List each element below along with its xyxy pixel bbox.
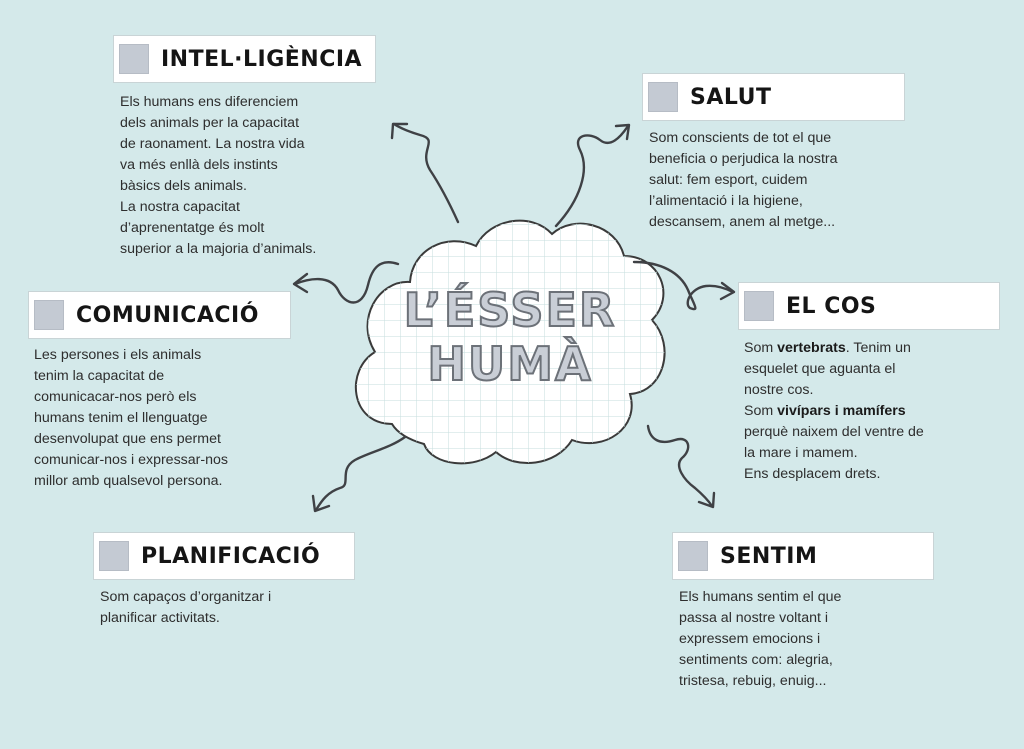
text-line: Les persones i els animals bbox=[34, 347, 202, 363]
text-line: humans tenim el llenguatge bbox=[34, 410, 208, 426]
text-line: de raonament. La nostra vida bbox=[120, 136, 305, 152]
node-planificacio-text bbox=[100, 587, 271, 629]
arrow-sentim bbox=[648, 426, 712, 506]
node-intelligencia-text bbox=[120, 92, 316, 260]
arrowhead-elcos bbox=[721, 283, 734, 299]
text-line: d’aprenentatge és molt bbox=[120, 220, 265, 236]
text-line: Els humans sentim el que bbox=[679, 589, 842, 605]
text-line: tenim la capacitat de bbox=[34, 368, 165, 384]
text-line: esquelet que aguanta el bbox=[744, 361, 896, 377]
node-salut-title: SALUT bbox=[690, 84, 772, 110]
square-icon bbox=[744, 291, 774, 321]
node-elcos-title: EL COS bbox=[786, 293, 877, 319]
text-line: dels animals per la capacitat bbox=[120, 115, 300, 131]
square-icon bbox=[678, 541, 708, 571]
text-line: Som capaços d’organitzar i bbox=[100, 589, 272, 605]
text-fragment: . Tenim un bbox=[845, 340, 911, 356]
text-line bbox=[744, 338, 924, 359]
node-sentim-title: SENTIM bbox=[720, 543, 818, 569]
text-line: expressem emocions i bbox=[679, 631, 821, 647]
text-line: l’alimentació i la higiene, bbox=[649, 193, 803, 209]
arrow-planificacio bbox=[316, 437, 405, 510]
square-icon bbox=[99, 541, 129, 571]
node-salut-header bbox=[642, 73, 905, 121]
text-line: bàsics dels animals. bbox=[120, 178, 247, 194]
bold-term: vertebrats bbox=[777, 340, 846, 356]
central-title-line1: L’ÉSSER bbox=[403, 283, 617, 337]
text-line: Ens desplacem drets. bbox=[744, 466, 881, 482]
text-line: salut: fem esport, cuidem bbox=[649, 172, 808, 188]
node-planificacio-title: PLANIFICACIÓ bbox=[141, 543, 321, 569]
central-title bbox=[380, 283, 640, 391]
node-elcos-text bbox=[744, 338, 924, 485]
square-icon bbox=[34, 300, 64, 330]
node-sentim-header bbox=[672, 532, 934, 580]
node-comunicacio-header bbox=[28, 291, 291, 339]
text-line bbox=[744, 401, 924, 422]
text-line: planificar activitats. bbox=[100, 610, 220, 626]
text-line: Som conscients de tot el que bbox=[649, 130, 832, 146]
arrow-intelligencia bbox=[394, 124, 458, 222]
text-line: passa al nostre voltant i bbox=[679, 610, 829, 626]
text-line: millor amb qualsevol persona. bbox=[34, 473, 223, 489]
text-line: perquè naixem del ventre de bbox=[744, 424, 924, 440]
node-salut-text bbox=[649, 128, 838, 233]
text-line: superior a la majoria d’animals. bbox=[120, 241, 317, 257]
text-line: comunicacar-nos però els bbox=[34, 389, 197, 405]
node-elcos-header bbox=[738, 282, 1000, 330]
node-sentim-text bbox=[679, 587, 841, 692]
node-comunicacio-text bbox=[34, 345, 228, 492]
node-intelligencia-title: INTEL·LIGÈNCIA bbox=[161, 46, 363, 72]
bold-term: vivípars i mamífers bbox=[777, 403, 906, 419]
text-line: la mare i mamem. bbox=[744, 445, 858, 461]
text-line: La nostra capacitat bbox=[120, 199, 240, 215]
node-comunicacio-title: COMUNICACIÓ bbox=[76, 302, 259, 328]
square-icon bbox=[648, 82, 678, 112]
text-line: Els humans ens diferenciem bbox=[120, 94, 299, 110]
node-intelligencia-header bbox=[113, 35, 376, 83]
central-title-line2: HUMÀ bbox=[427, 337, 593, 391]
text-line: nostre cos. bbox=[744, 382, 814, 398]
node-planificacio-header bbox=[93, 532, 355, 580]
text-line: sentiments com: alegria, bbox=[679, 652, 833, 668]
text-line: desenvolupat que ens permet bbox=[34, 431, 221, 447]
text-fragment: Som bbox=[744, 403, 778, 419]
text-fragment: Som bbox=[744, 340, 778, 356]
text-line: descansem, anem al metge... bbox=[649, 214, 836, 230]
arrow-salut bbox=[556, 126, 628, 226]
text-line: comunicar-nos i expressar-nos bbox=[34, 452, 228, 468]
text-line: tristesa, rebuig, enuig... bbox=[679, 673, 827, 689]
text-line: beneficia o perjudica la nostra bbox=[649, 151, 838, 167]
square-icon bbox=[119, 44, 149, 74]
text-line: va més enllà dels instints bbox=[120, 157, 278, 173]
